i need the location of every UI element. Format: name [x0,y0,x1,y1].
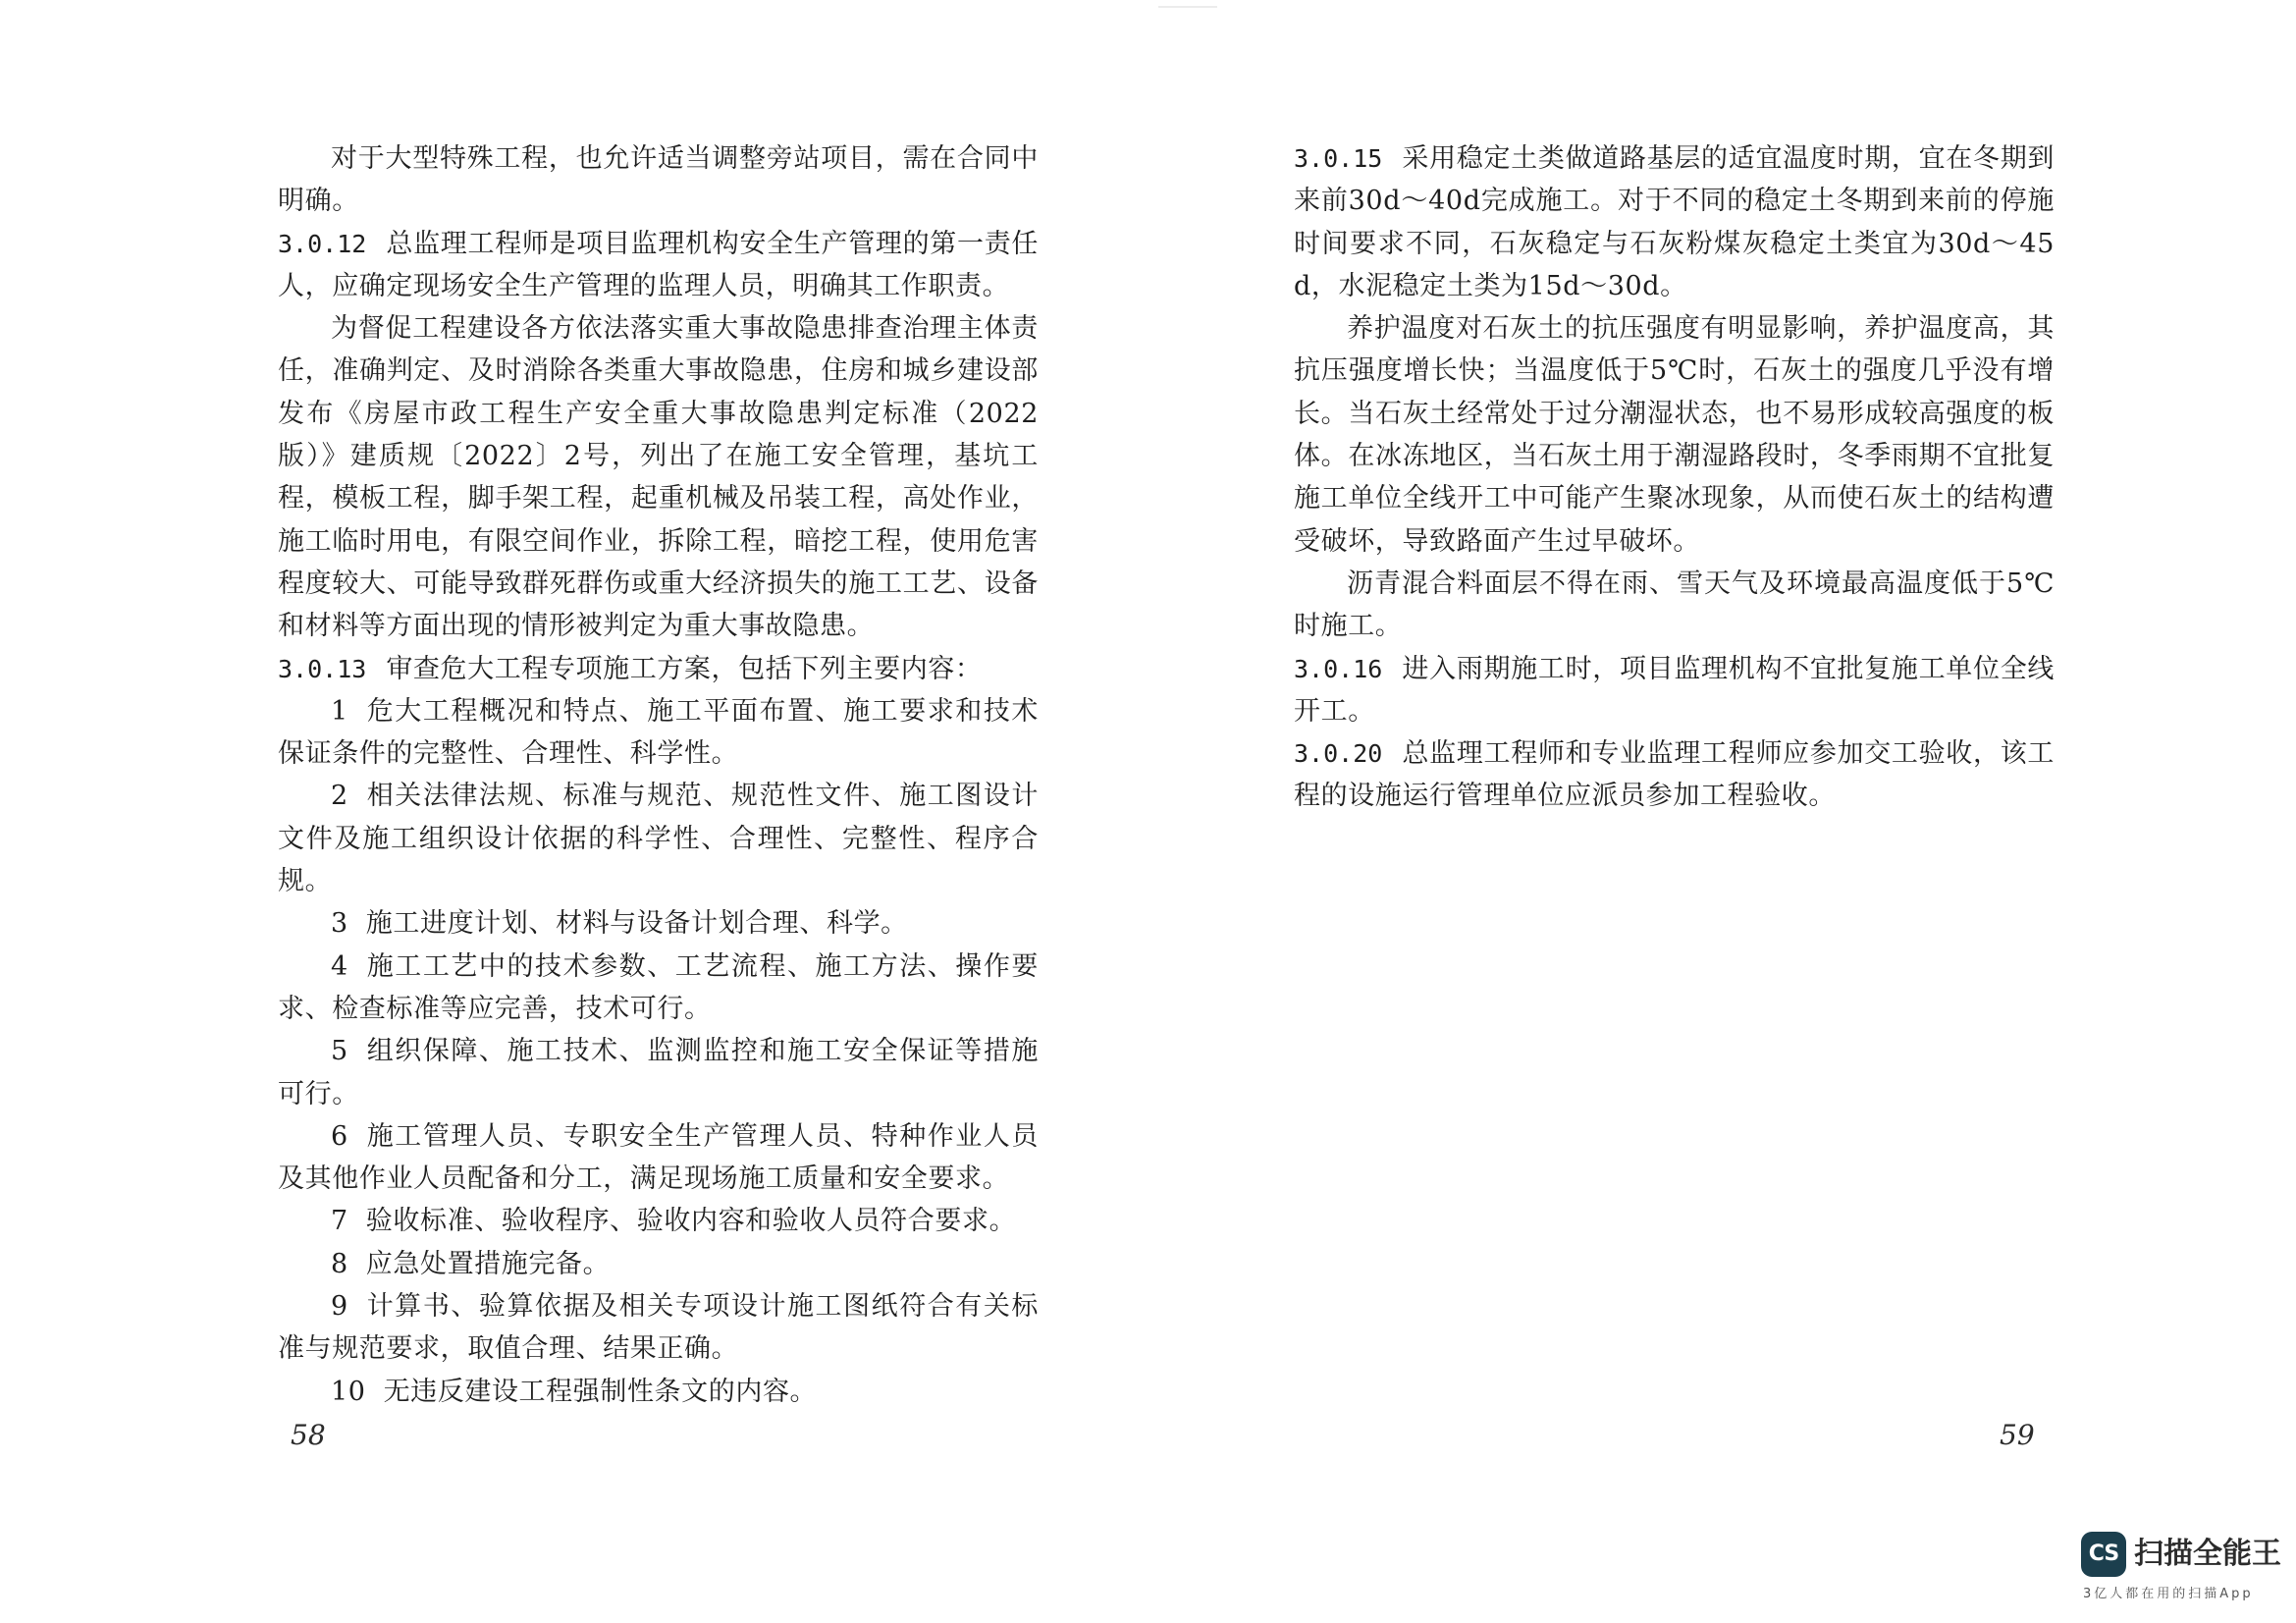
item-number: 2 [331,781,348,812]
item-text: 相关法律法规、标准与规范、规范性文件、施工图设计文件及施工组织设计依据的科学性、合理性、完整性、程序合规。 [278,781,1039,897]
clause-number: 3.0.13 [278,654,367,683]
page-number-right: 59 [2000,1419,2035,1451]
item-text: 验收标准、验收程序、验收内容和验收人员符合要求。 [365,1206,1017,1237]
item-text: 组织保障、施工技术、监测监控和施工安全保证等措施可行。 [278,1036,1039,1109]
clause-3-0-15 [1294,137,2055,307]
list-item [278,1285,1039,1371]
item-number: 4 [331,950,348,982]
clause-3-0-16 [1294,648,2055,733]
clause-3-0-12 [278,223,1039,308]
item-text: 应急处置措施完备。 [365,1248,611,1279]
clause-number: 3.0.20 [1294,739,1383,769]
list-item [278,946,1039,1031]
item-text: 计算书、验算依据及相关专项设计施工图纸符合有关标准与规范要求，取值合理、结果正确。 [278,1291,1039,1365]
list-item [278,775,1039,902]
item-number: 10 [331,1376,366,1407]
list-item [278,1115,1039,1201]
item-number: 3 [331,908,348,940]
clause-text: 进入雨期施工时，项目监理机构不宜批复施工单位全线开工。 [1294,653,2055,727]
list-item [278,902,1039,945]
item-text: 施工工艺中的技术参数、工艺流程、施工方法、操作要求、检查标准等应完善，技术可行。 [278,950,1039,1024]
page-right [1148,0,2296,1623]
item-number: 1 [331,695,348,727]
clause-text: 审查危大工程专项施工方案，包括下列主要内容： [386,653,983,684]
watermark-subtitle: 3亿人都在用的扫描App [2083,1587,2254,1601]
item-number: 5 [331,1036,348,1067]
list-item [278,690,1039,776]
clause-text: 总监理工程师是项目监理机构安全生产管理的第一责任人，应确定现场安全生产管理的监理人员，明确其工作职责。 [278,228,1039,301]
item-number: 6 [331,1120,348,1152]
clause-3-0-12-note: 为督促工程建设各方依法落实重大事故隐患排查治理主体责任，准确判定、及时消除各类重大事故隐患，住房和城乡建设部发布《房屋市政工程生产安全重大事故隐患判定标准（2022版）》建质规〔2022〕2号，列出了在施工安全管理，基坑工程，模板工程，脚手架工程，起重机械及吊装工程，高处作业，施工临时用电，有限空间作业，拆除工程，暗挖工程，使用危害程度较大、可能导致群死群伤或重大经济损失的施工工艺、设备和材料等方面出现的情形被判定为重大事故隐患。 [278,313,1039,642]
clause-3-0-13 [278,648,1039,690]
clause-number: 3.0.16 [1294,654,1383,683]
list-item [278,1371,1039,1413]
camscanner-logo-icon: CS [2081,1532,2126,1577]
clause-text: 总监理工程师和专业监理工程师应参加交工验收，该工程的设施运行管理单位应派员参加工程验收。 [1294,738,2055,812]
clause-3-0-15-note: 养护温度对石灰土的抗压强度有明显影响，养护温度高，其抗压强度增长快；当温度低于5℃时，石灰土的强度几乎没有增长。当石灰土经常处于过分潮湿状态，也不易形成较高强度的板体。在冰冻地区，当石灰土用于潮湿路段时，冬季雨期不宜批复施工单位全线开工中可能产生聚冰现象，从而使石灰土的结构遭受破坏，导致路面产生过早破坏。 [1294,313,2055,557]
paragraph-sidestation: 对于大型特殊工程，也允许适当调整旁站项目，需在合同中明确。 [278,143,1039,217]
left-text-column [278,137,1039,1413]
clause-number: 3.0.12 [278,229,367,258]
page-number-left: 58 [291,1419,326,1451]
list-item [278,1243,1039,1285]
item-text: 施工进度计划、材料与设备计划合理、科学。 [365,908,908,940]
right-text-column [1294,137,2055,818]
item-text: 施工管理人员、专职安全生产管理人员、特种作业人员及其他作业人员配备和分工，满足现场施工质量和安全要求。 [278,1120,1039,1195]
scanner-watermark [2081,1532,2282,1605]
item-number: 7 [331,1206,348,1237]
clause-3-0-20 [1294,732,2055,818]
clause-number: 3.0.15 [1294,144,1383,173]
clause-3-0-15-note: 沥青混合料面层不得在雨、雪天气及环境最高温度低于5℃时施工。 [1294,568,2055,642]
clause-text: 采用稳定土类做道路基层的适宜温度时期，宜在冬期到来前30d～40d完成施工。对于不同的稳定土冬期到来前的停施时间要求不同，石灰稳定与石灰粉煤灰稳定土类宜为30d～45d，水泥稳定土类为15d～30d。 [1294,143,2055,301]
item-text: 无违反建设工程强制性条文的内容。 [383,1376,818,1407]
item-number: 9 [331,1291,348,1323]
watermark-title: 扫描全能王 [2134,1537,2281,1571]
item-number: 8 [331,1248,348,1279]
list-item [278,1200,1039,1242]
item-text: 危大工程概况和特点、施工平面布置、施工要求和技术保证条件的完整性、合理性、科学性。 [278,695,1039,770]
list-item [278,1030,1039,1115]
